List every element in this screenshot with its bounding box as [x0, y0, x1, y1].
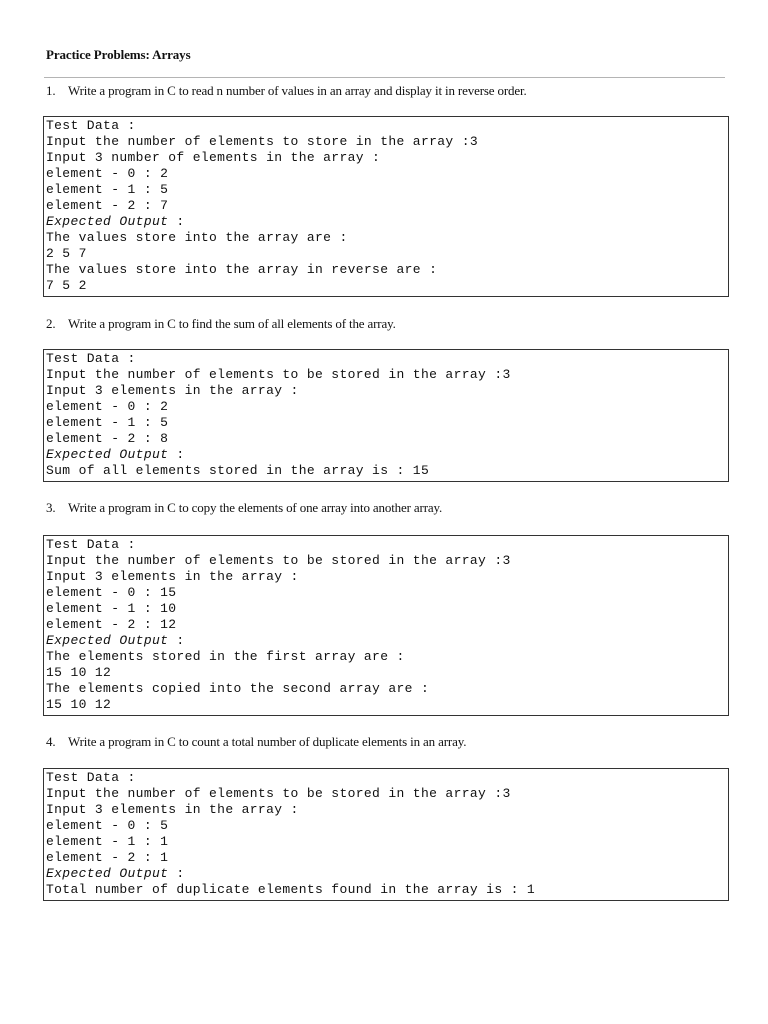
code-line: Input the number of elements to store in the array :3 — [46, 134, 479, 149]
problem-2-number: 2. — [46, 316, 56, 331]
code-line: The values store into the array in reverse are : — [46, 262, 438, 277]
code-line: Test Data : — [46, 351, 136, 366]
code-line: element - 0 : 15 — [46, 585, 177, 600]
code-line: Sum of all elements stored in the array is : 15 — [46, 463, 430, 478]
code-line: Input 3 number of elements in the array : — [46, 150, 381, 165]
code-line: The values store into the array are : — [46, 230, 348, 245]
expected-output-colon: : — [168, 447, 185, 462]
problem-4-number: 4. — [46, 734, 56, 749]
code-line: element - 2 : 8 — [46, 431, 169, 446]
code-line-expected-output — [46, 447, 728, 463]
code-line-expected-output — [46, 214, 728, 230]
code-line: element - 2 : 1 — [46, 850, 169, 865]
page-title: Practice Problems: Arrays — [46, 47, 191, 62]
code-line: element - 2 : 12 — [46, 617, 177, 632]
code-line: element - 1 : 10 — [46, 601, 177, 616]
code-line-expected-output — [46, 866, 728, 882]
problem-1-text: Write a program in C to read n number of values in an array and display it in reverse order. — [68, 83, 527, 98]
problem-3-text: Write a program in C to copy the elements of one array into another array. — [68, 500, 443, 515]
expected-output-label: Expected Output — [46, 447, 169, 462]
code-line: Input 3 elements in the array : — [46, 569, 299, 584]
problem-3-code-box — [43, 535, 729, 716]
code-line: Input the number of elements to be stored in the array :3 — [46, 367, 511, 382]
code-line: 7 5 2 — [46, 278, 87, 293]
problem-3-number: 3. — [46, 500, 56, 515]
code-line: element - 0 : 5 — [46, 818, 169, 833]
problem-2-code-box — [43, 349, 729, 482]
code-line: element - 0 : 2 — [46, 166, 169, 181]
code-line: Test Data : — [46, 537, 136, 552]
expected-output-colon: : — [168, 214, 185, 229]
problem-4-text: Write a program in C to count a total number of duplicate elements in an array. — [68, 734, 467, 749]
expected-output-colon: : — [168, 866, 185, 881]
problem-1-code-box — [43, 116, 729, 297]
code-line: Input the number of elements to be stored in the array :3 — [46, 553, 511, 568]
code-line: element - 2 : 7 — [46, 198, 169, 213]
code-line: Input 3 elements in the array : — [46, 383, 299, 398]
expected-output-label: Expected Output — [46, 633, 169, 648]
problem-3-statement — [46, 500, 442, 516]
code-line: Input 3 elements in the array : — [46, 802, 299, 817]
code-line-expected-output — [46, 633, 728, 649]
code-line: 15 10 12 — [46, 665, 112, 680]
code-line: element - 1 : 1 — [46, 834, 169, 849]
problem-1-number: 1. — [46, 83, 56, 98]
code-line: 2 5 7 — [46, 246, 87, 261]
problem-2-statement — [46, 316, 396, 332]
code-line: Test Data : — [46, 118, 136, 133]
code-line: The elements copied into the second array are : — [46, 681, 430, 696]
code-line: Test Data : — [46, 770, 136, 785]
problem-4-code-box — [43, 768, 729, 901]
code-line: Total number of duplicate elements found in the array is : 1 — [46, 882, 536, 897]
expected-output-label: Expected Output — [46, 214, 169, 229]
expected-output-colon: : — [168, 633, 185, 648]
code-line: Input the number of elements to be stored in the array :3 — [46, 786, 511, 801]
problem-4-statement — [46, 734, 466, 750]
code-line: element - 0 : 2 — [46, 399, 169, 414]
code-line: element - 1 : 5 — [46, 415, 169, 430]
expected-output-label: Expected Output — [46, 866, 169, 881]
code-line: The elements stored in the first array are : — [46, 649, 405, 664]
problem-2-text: Write a program in C to find the sum of all elements of the array. — [68, 316, 396, 331]
title-divider — [44, 77, 725, 78]
code-line: 15 10 12 — [46, 697, 112, 712]
code-line: element - 1 : 5 — [46, 182, 169, 197]
problem-1-statement — [46, 83, 527, 99]
